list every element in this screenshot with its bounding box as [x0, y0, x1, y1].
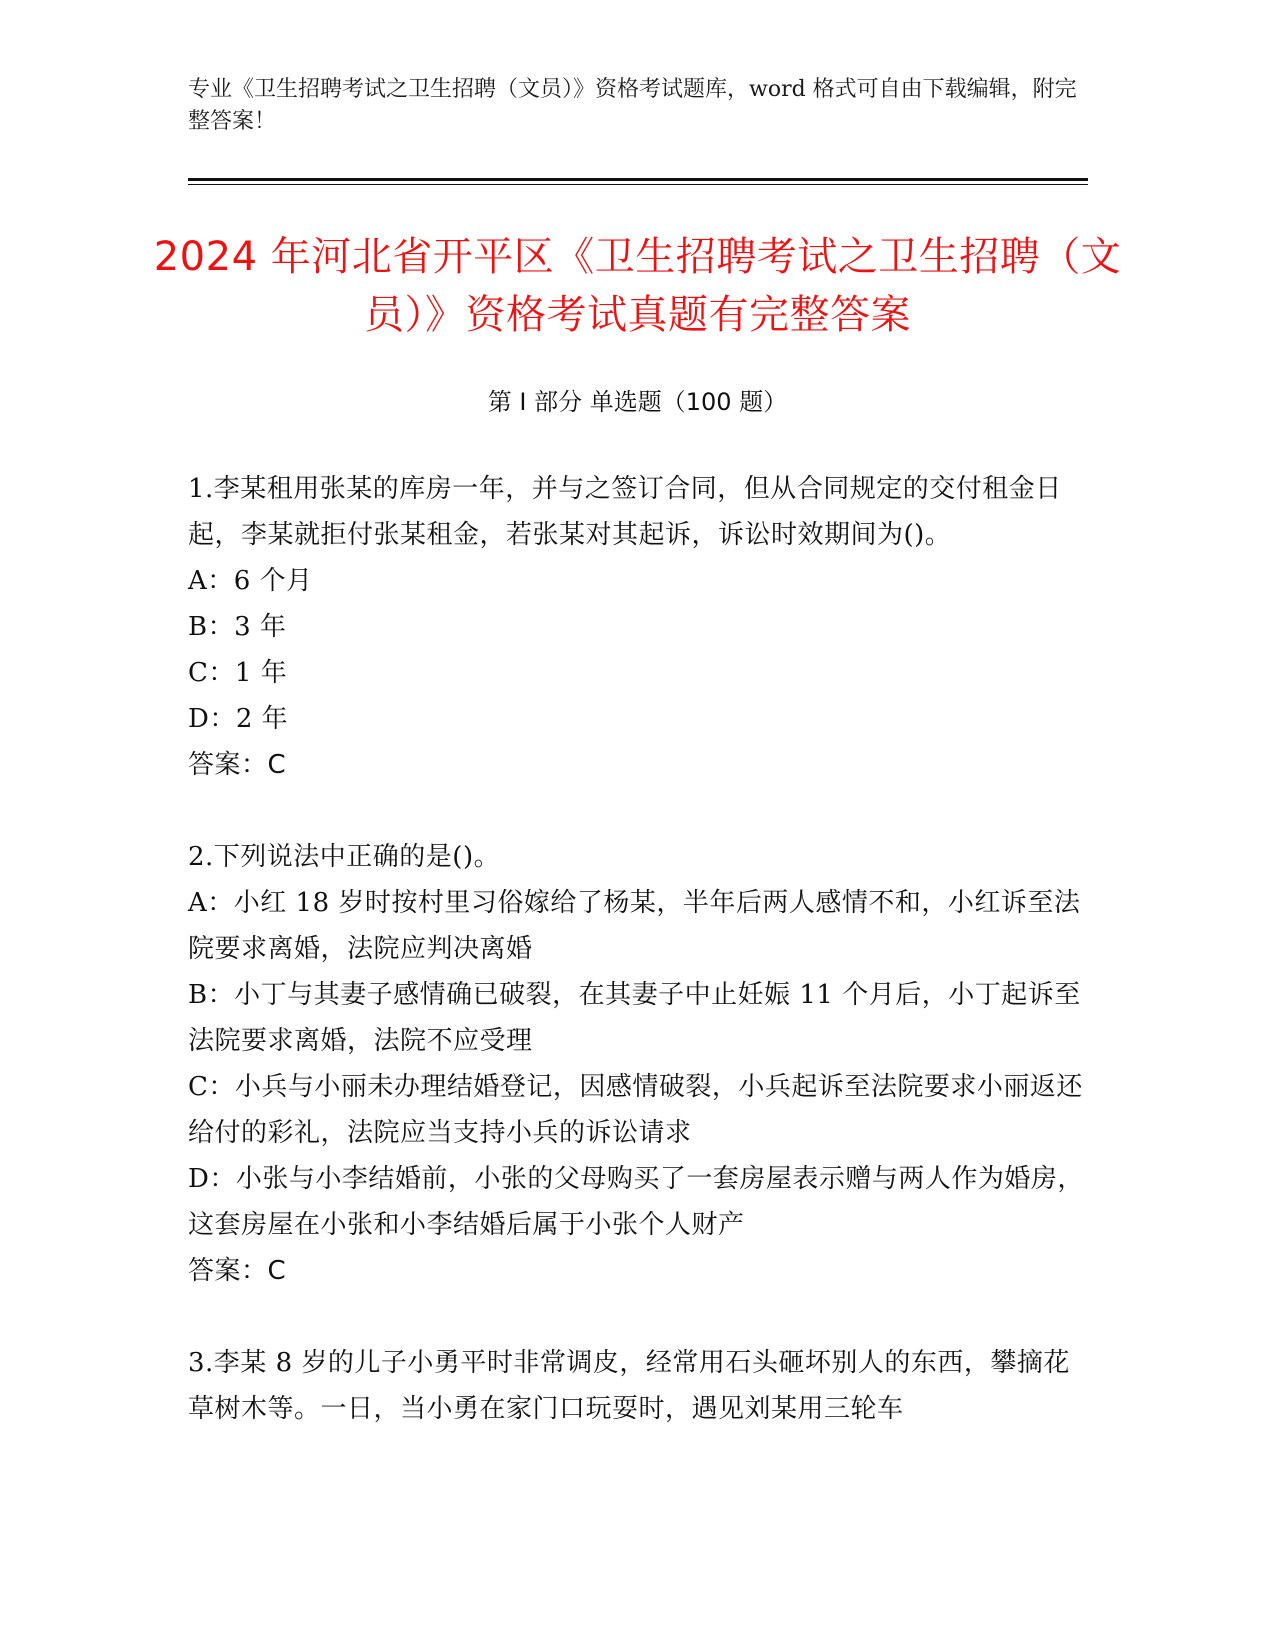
option-d: D：小张与小李结婚前，小张的父母购买了一套房屋表示赠与两人作为婚房，这套房屋在小张和小李结婚后属于小张个人财产 [188, 1164, 1084, 1240]
answer: 答案：C [188, 750, 287, 780]
document-title: 2024 年河北省开平区《卫生招聘考试之卫生招聘（文员）》资格考试真题有完整答案 [153, 234, 1122, 338]
question-list [188, 466, 1088, 1478]
header-divider-thick [188, 178, 1088, 181]
question-3 [188, 1340, 1088, 1432]
header-note: 专业《卫生招聘考试之卫生招聘（文员）》资格考试题库，word 格式可自由下载编辑，附完整答案！ [188, 77, 1077, 134]
question-stem: 1.李某租用张某的库房一年，并与之签订合同，但从合同规定的交付租金日起，李某就拒付张某租金，若张某对其起诉，诉讼时效期间为()。 [188, 474, 1062, 550]
option-b: B：小丁与其妻子感情确已破裂，在其妻子中止妊娠 11 个月后，小丁起诉至法院要求离婚，法院不应受理 [188, 980, 1081, 1056]
option-a: A：小红 18 岁时按村里习俗嫁给了杨某，半年后两人感情不和，小红诉至法院要求离婚，法院应判决离婚 [188, 888, 1081, 964]
option-d: D：2 年 [188, 704, 289, 734]
answer: 答案：C [188, 1256, 287, 1286]
section-title: 第 I 部分 单选题（100 题） [487, 388, 788, 416]
option-a: A：6 个月 [188, 566, 313, 596]
question-stem: 3.李某 8 岁的儿子小勇平时非常调皮，经常用石头砸坏别人的东西，攀摘花草树木等。一日，当小勇在家门口玩耍时，遇见刘某用三轮车 [188, 1348, 1070, 1424]
question-1 [188, 466, 1088, 788]
option-b: B：3 年 [188, 612, 287, 642]
option-c: C：1 年 [188, 658, 288, 688]
question-2 [188, 834, 1088, 1294]
question-stem: 2.下列说法中正确的是()。 [188, 842, 501, 872]
option-c: C：小兵与小丽未办理结婚登记，因感情破裂，小兵起诉至法院要求小丽返还给付的彩礼，法院应当支持小兵的诉讼请求 [188, 1072, 1083, 1148]
header-divider-thin [188, 184, 1088, 185]
